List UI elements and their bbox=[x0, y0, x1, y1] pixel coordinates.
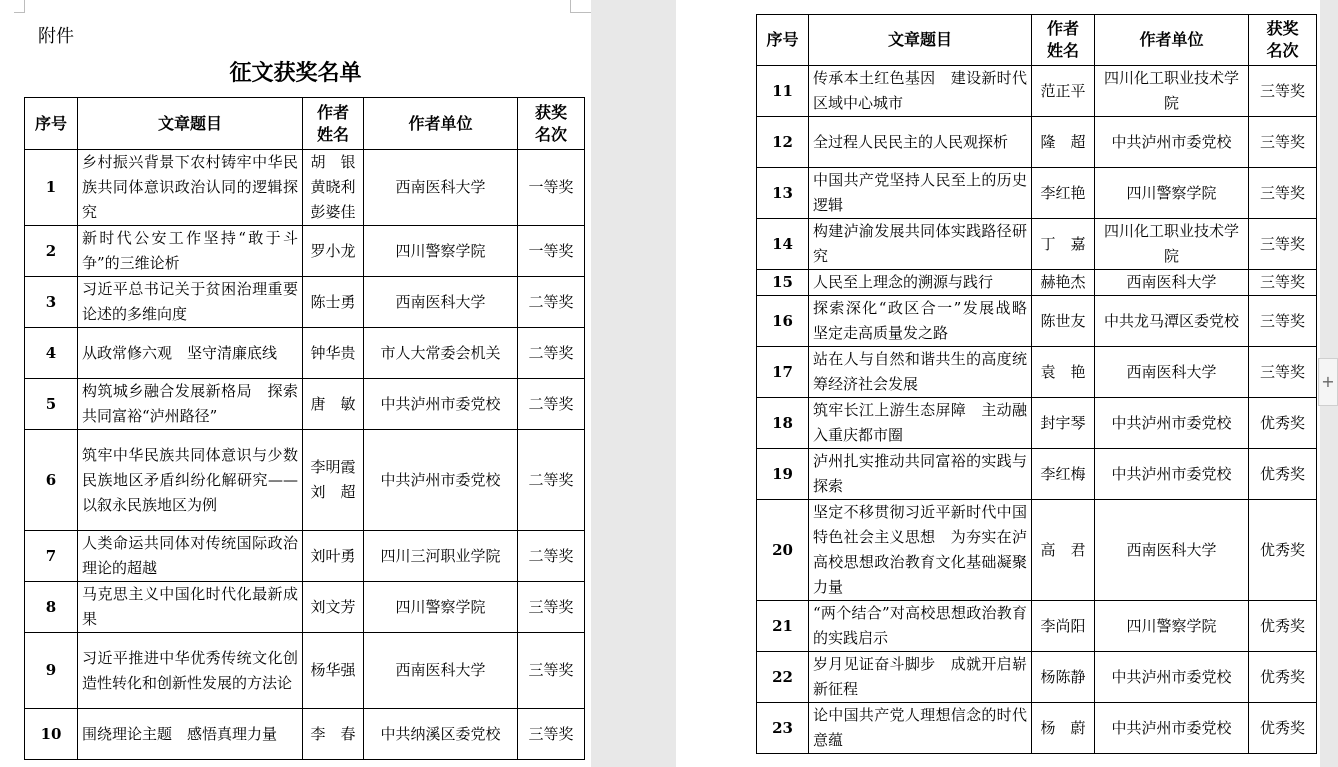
table-row bbox=[757, 398, 1317, 449]
author-name: 李红梅 bbox=[1040, 464, 1086, 483]
document-page-left bbox=[0, 0, 591, 767]
table-row bbox=[757, 270, 1317, 296]
author-unit: 西南医科大学 bbox=[1095, 270, 1249, 296]
row-number: 14 bbox=[757, 219, 809, 270]
header-author: 作者 姓名 bbox=[303, 98, 364, 150]
author-name: 杨华强 bbox=[310, 661, 356, 679]
article-title: 全过程人民民主的人民观探析 bbox=[809, 117, 1032, 168]
row-number: 7 bbox=[25, 531, 78, 582]
article-title: 论中国共产党人理想信念的时代意蕴 bbox=[809, 703, 1032, 754]
award-rank: 优秀奖 bbox=[1249, 652, 1317, 703]
article-title: 人民至上理念的溯源与践行 bbox=[809, 270, 1032, 296]
author-name: 高 君 bbox=[1040, 540, 1086, 559]
author-unit: 西南医科大学 bbox=[364, 150, 518, 226]
author-names bbox=[1032, 117, 1095, 168]
row-number: 20 bbox=[757, 500, 809, 601]
header-unit: 作者单位 bbox=[1095, 15, 1249, 66]
award-rank: 二等奖 bbox=[518, 277, 585, 328]
table-row bbox=[757, 296, 1317, 347]
award-rank: 二等奖 bbox=[518, 379, 585, 430]
table-header-row bbox=[757, 15, 1317, 66]
row-number: 4 bbox=[25, 328, 78, 379]
author-unit: 西南医科大学 bbox=[1095, 347, 1249, 398]
article-title: 站在人与自然和谐共生的高度统筹经济社会发展 bbox=[809, 347, 1032, 398]
article-title: 探索深化“政区合一”发展战略 坚定走高质量发之路 bbox=[809, 296, 1032, 347]
author-unit: 中共泸州市委党校 bbox=[1095, 398, 1249, 449]
author-name: 封宇琴 bbox=[1040, 413, 1086, 432]
author-name: 陈士勇 bbox=[310, 292, 356, 311]
article-title: 乡村振兴背景下农村铸牢中华民族共同体意识政治认同的逻辑探究 bbox=[78, 150, 303, 226]
add-page-button[interactable]: + bbox=[1318, 358, 1338, 406]
award-rank: 二等奖 bbox=[518, 531, 585, 582]
award-rank: 三等奖 bbox=[518, 582, 585, 633]
table-row bbox=[25, 226, 585, 277]
author-name: 李尚阳 bbox=[1040, 616, 1086, 635]
article-title: 中国共产党坚持人民至上的历史逻辑 bbox=[809, 168, 1032, 219]
row-number: 8 bbox=[25, 582, 78, 633]
author-unit: 四川化工职业技术学院 bbox=[1095, 66, 1249, 117]
article-title: 岁月见证奋斗脚步 成就开启崭新征程 bbox=[809, 652, 1032, 703]
award-rank: 三等奖 bbox=[518, 709, 585, 760]
row-number: 2 bbox=[25, 226, 78, 277]
row-number: 1 bbox=[25, 150, 78, 226]
row-number: 11 bbox=[757, 66, 809, 117]
table-row bbox=[757, 652, 1317, 703]
article-title: 筑牢中华民族共同体意识与少数民族地区矛盾纠纷化解研究——以叙永民族地区为例 bbox=[78, 430, 303, 531]
author-names bbox=[303, 709, 364, 760]
header-title: 文章题目 bbox=[809, 15, 1032, 66]
table-row bbox=[25, 709, 585, 760]
row-number: 15 bbox=[757, 270, 809, 296]
row-number: 22 bbox=[757, 652, 809, 703]
table-row bbox=[757, 66, 1317, 117]
article-title: 筑牢长江上游生态屏障 主动融入重庆都市圈 bbox=[809, 398, 1032, 449]
author-names bbox=[1032, 66, 1095, 117]
author-name: 黄晓利 bbox=[310, 178, 356, 196]
author-unit: 中共泸州市委党校 bbox=[364, 379, 518, 430]
article-title: 构筑城乡融合发展新格局 探索共同富裕“泸州路径” bbox=[78, 379, 303, 430]
author-unit: 四川警察学院 bbox=[1095, 601, 1249, 652]
author-names bbox=[1032, 500, 1095, 601]
article-title: 从政常修六观 坚守清廉底线 bbox=[78, 328, 303, 379]
author-name: 丁 嘉 bbox=[1040, 234, 1086, 253]
author-names bbox=[1032, 601, 1095, 652]
author-unit: 中共泸州市委党校 bbox=[1095, 703, 1249, 754]
author-name: 刘 超 bbox=[310, 483, 356, 501]
table-row bbox=[757, 703, 1317, 754]
author-name: 李明霞 bbox=[310, 458, 356, 476]
author-names bbox=[303, 277, 364, 328]
header-number: 序号 bbox=[757, 15, 809, 66]
row-number: 16 bbox=[757, 296, 809, 347]
table-row bbox=[757, 117, 1317, 168]
author-unit: 西南医科大学 bbox=[1095, 500, 1249, 601]
award-table-right bbox=[756, 14, 1317, 754]
author-unit: 四川化工职业技术学院 bbox=[1095, 219, 1249, 270]
author-names bbox=[303, 328, 364, 379]
article-title: 围绕理论主题 感悟真理力量 bbox=[78, 709, 303, 760]
header-title: 文章题目 bbox=[78, 98, 303, 150]
article-title: 习近平总书记关于贫困治理重要论述的多维向度 bbox=[78, 277, 303, 328]
award-rank: 优秀奖 bbox=[1249, 398, 1317, 449]
article-title: 新时代公安工作坚持“敢于斗争”的三维论析 bbox=[78, 226, 303, 277]
row-number: 12 bbox=[757, 117, 809, 168]
row-number: 23 bbox=[757, 703, 809, 754]
header-author: 作者 姓名 bbox=[1032, 15, 1095, 66]
author-names bbox=[1032, 652, 1095, 703]
document-title: 征文获奖名单 bbox=[229, 60, 362, 86]
award-rank: 三等奖 bbox=[1249, 270, 1317, 296]
table-body bbox=[25, 150, 585, 760]
award-rank: 优秀奖 bbox=[1249, 500, 1317, 601]
author-unit: 西南医科大学 bbox=[364, 277, 518, 328]
row-number: 10 bbox=[25, 709, 78, 760]
document-page-right bbox=[676, 0, 1320, 767]
row-number: 13 bbox=[757, 168, 809, 219]
attachment-label: 附件 bbox=[38, 26, 74, 47]
award-rank: 优秀奖 bbox=[1249, 703, 1317, 754]
page-corner-mark bbox=[570, 0, 591, 13]
author-unit: 中共龙马潭区委党校 bbox=[1095, 296, 1249, 347]
author-names bbox=[303, 226, 364, 277]
author-unit: 四川警察学院 bbox=[1095, 168, 1249, 219]
table-row bbox=[25, 150, 585, 226]
author-names bbox=[1032, 270, 1095, 296]
author-name: 李红艳 bbox=[1040, 183, 1086, 202]
table-row bbox=[25, 633, 585, 709]
table-row bbox=[25, 328, 585, 379]
header-unit: 作者单位 bbox=[364, 98, 518, 150]
author-unit: 中共泸州市委党校 bbox=[1095, 652, 1249, 703]
author-name: 彭婆佳 bbox=[310, 203, 356, 221]
table-row bbox=[757, 601, 1317, 652]
table-row bbox=[25, 531, 585, 582]
award-rank: 二等奖 bbox=[518, 328, 585, 379]
award-rank: 三等奖 bbox=[1249, 219, 1317, 270]
article-title: 马克思主义中国化时代化最新成果 bbox=[78, 582, 303, 633]
article-title: 习近平推进中华优秀传统文化创造性转化和创新性发展的方法论 bbox=[78, 633, 303, 709]
author-names bbox=[1032, 398, 1095, 449]
author-unit: 四川三河职业学院 bbox=[364, 531, 518, 582]
award-table-left bbox=[24, 97, 585, 760]
table-row bbox=[757, 168, 1317, 219]
row-number: 19 bbox=[757, 449, 809, 500]
award-rank: 三等奖 bbox=[1249, 66, 1317, 117]
table-body bbox=[757, 66, 1317, 754]
author-name: 袁 艳 bbox=[1040, 362, 1086, 381]
article-title: 坚定不移贯彻习近平新时代中国特色社会主义思想 为夯实在泸高校思想政治教育文化基础凝聚力量 bbox=[809, 500, 1032, 601]
article-title: 人类命运共同体对传统国际政治理论的超越 bbox=[78, 531, 303, 582]
award-rank: 三等奖 bbox=[1249, 296, 1317, 347]
award-rank: 优秀奖 bbox=[1249, 601, 1317, 652]
table-row bbox=[25, 277, 585, 328]
author-names bbox=[303, 150, 364, 226]
author-name: 罗小龙 bbox=[310, 241, 356, 260]
author-name: 刘文芳 bbox=[310, 597, 356, 616]
author-unit: 市人大常委会机关 bbox=[364, 328, 518, 379]
row-number: 5 bbox=[25, 379, 78, 430]
table-row bbox=[25, 379, 585, 430]
row-number: 9 bbox=[25, 633, 78, 709]
author-unit: 西南医科大学 bbox=[364, 633, 518, 709]
award-rank: 优秀奖 bbox=[1249, 449, 1317, 500]
award-rank: 二等奖 bbox=[518, 430, 585, 531]
row-number: 3 bbox=[25, 277, 78, 328]
author-names bbox=[303, 582, 364, 633]
article-title: “两个结合”对高校思想政治教育的实践启示 bbox=[809, 601, 1032, 652]
header-number: 序号 bbox=[25, 98, 78, 150]
award-rank: 三等奖 bbox=[1249, 168, 1317, 219]
award-rank: 一等奖 bbox=[518, 150, 585, 226]
row-number: 18 bbox=[757, 398, 809, 449]
author-name: 唐 敏 bbox=[310, 394, 356, 413]
award-rank: 三等奖 bbox=[518, 633, 585, 709]
award-rank: 三等奖 bbox=[1249, 117, 1317, 168]
table-row bbox=[757, 347, 1317, 398]
author-name: 钟华贵 bbox=[310, 343, 356, 362]
article-title: 构建泸渝发展共同体实践路径研究 bbox=[809, 219, 1032, 270]
author-names bbox=[303, 430, 364, 531]
author-unit: 四川警察学院 bbox=[364, 582, 518, 633]
table-row bbox=[757, 500, 1317, 601]
article-title: 泸州扎实推动共同富裕的实践与探索 bbox=[809, 449, 1032, 500]
author-name: 杨 蔚 bbox=[1040, 718, 1086, 737]
header-rank: 获奖 名次 bbox=[518, 98, 585, 150]
author-name: 赫艳杰 bbox=[1040, 273, 1086, 291]
award-rank: 三等奖 bbox=[1249, 347, 1317, 398]
table-row bbox=[25, 582, 585, 633]
author-name: 陈世友 bbox=[1040, 311, 1086, 330]
author-name: 刘叶勇 bbox=[310, 546, 356, 565]
author-unit: 中共泸州市委党校 bbox=[364, 430, 518, 531]
author-names bbox=[303, 531, 364, 582]
author-unit: 四川警察学院 bbox=[364, 226, 518, 277]
author-names bbox=[1032, 168, 1095, 219]
author-names bbox=[303, 379, 364, 430]
author-name: 范正平 bbox=[1040, 81, 1086, 100]
article-title: 传承本土红色基因 建设新时代区域中心城市 bbox=[809, 66, 1032, 117]
author-unit: 中共泸州市委党校 bbox=[1095, 117, 1249, 168]
row-number: 21 bbox=[757, 601, 809, 652]
award-rank: 一等奖 bbox=[518, 226, 585, 277]
author-names bbox=[1032, 219, 1095, 270]
author-names bbox=[303, 633, 364, 709]
author-names bbox=[1032, 449, 1095, 500]
author-name: 杨陈静 bbox=[1040, 667, 1086, 686]
table-row bbox=[757, 219, 1317, 270]
author-names bbox=[1032, 703, 1095, 754]
author-unit: 中共纳溪区委党校 bbox=[364, 709, 518, 760]
author-name: 隆 超 bbox=[1040, 132, 1086, 151]
author-name: 李 春 bbox=[310, 724, 356, 743]
table-header-row bbox=[25, 98, 585, 150]
row-number: 6 bbox=[25, 430, 78, 531]
table-row bbox=[25, 430, 585, 531]
header-rank: 获奖 名次 bbox=[1249, 15, 1317, 66]
author-name: 胡 银 bbox=[310, 153, 356, 171]
page-corner-mark bbox=[14, 0, 25, 13]
table-row bbox=[757, 449, 1317, 500]
author-unit: 中共泸州市委党校 bbox=[1095, 449, 1249, 500]
author-names bbox=[1032, 347, 1095, 398]
row-number: 17 bbox=[757, 347, 809, 398]
